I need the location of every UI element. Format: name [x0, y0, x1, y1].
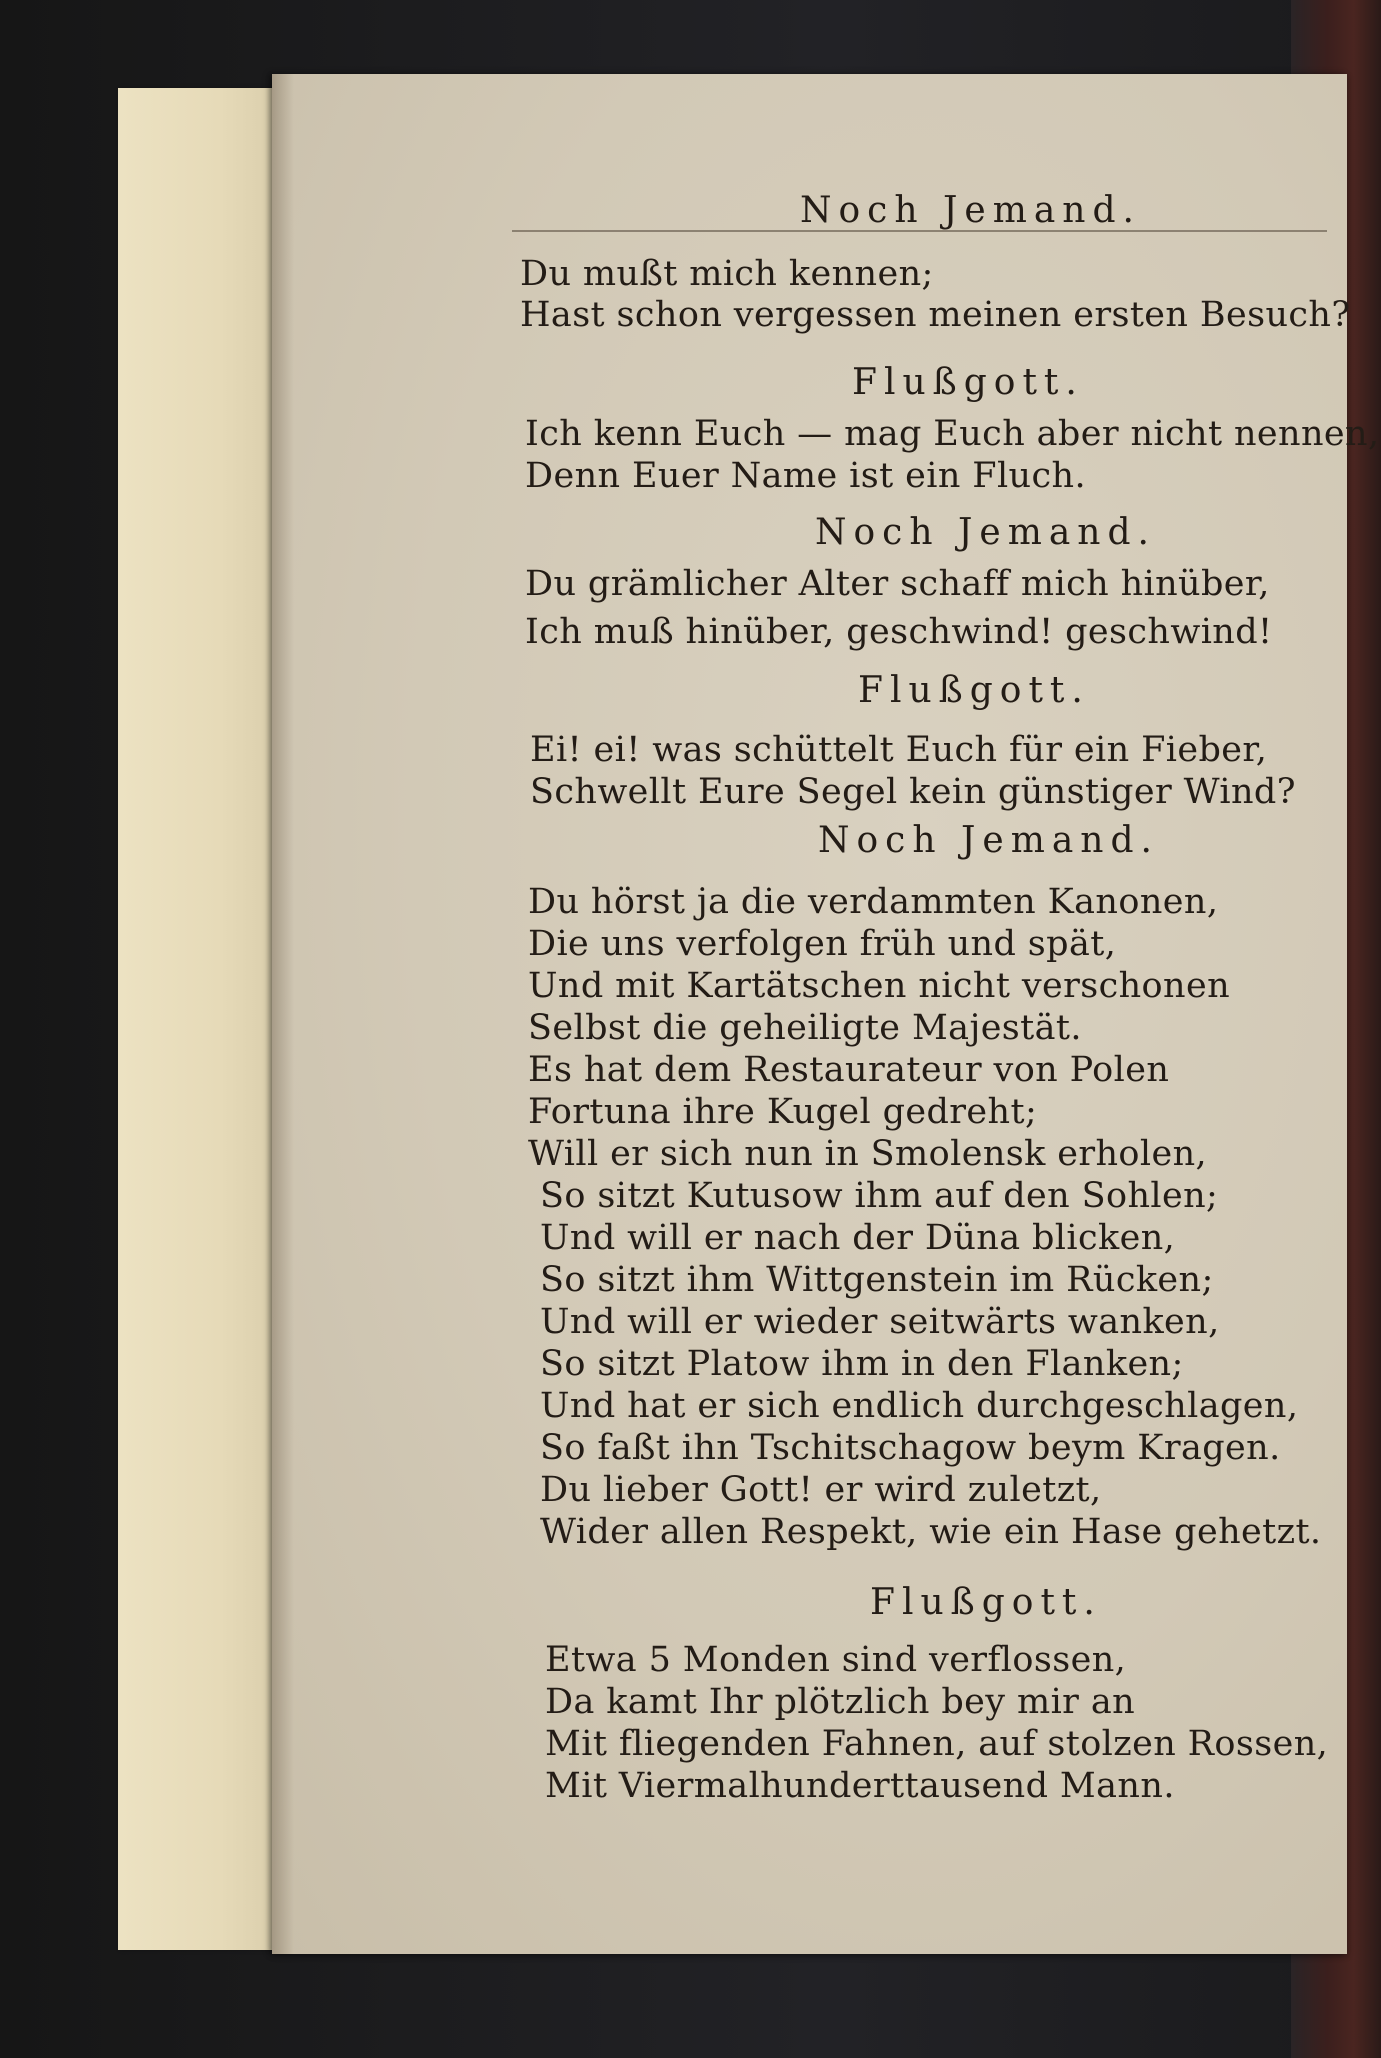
speaker-heading: Flußgott. — [852, 362, 1084, 403]
verse-line: Mit fliegenden Fahnen, auf stolzen Rossen, — [545, 1724, 1329, 1764]
verse-line: Fortuna ihre Kugel gedreht; — [528, 1092, 1038, 1132]
verse-line: Wider allen Respekt, wie ein Hase gehetzt. — [540, 1512, 1322, 1552]
verse-line: Schwellt Eure Segel kein günstiger Wind? — [530, 772, 1296, 812]
verse-line: Und mit Kartätschen nicht verschonen — [528, 966, 1231, 1006]
underlying-page-edge — [118, 88, 288, 1950]
verse-line: Ich muß hinüber, geschwind! geschwind! — [525, 612, 1273, 652]
speaker-heading: Noch Jemand. — [800, 190, 1141, 231]
verse-line: Du hörst ja die verdammten Kanonen, — [528, 882, 1219, 922]
verse-line: Ei! ei! was schüttelt Euch für ein Fieber, — [530, 730, 1268, 770]
speaker-heading: Noch Jemand. — [818, 820, 1159, 861]
verse-line: Selbst die geheiligte Majestät. — [528, 1008, 1082, 1048]
page-gutter-shadow — [272, 74, 294, 1954]
verse-line: Hast schon vergessen meinen ersten Besuch? — [520, 295, 1351, 335]
verse-line: Etwa 5 Monden sind verflossen, — [545, 1640, 1127, 1680]
verse-line: Und hat er sich endlich durchgeschlagen, — [540, 1386, 1299, 1426]
verse-line: Mit Viermalhunderttausend Mann. — [545, 1766, 1175, 1806]
verse-line: Du mußt mich kennen; — [520, 254, 934, 294]
verse-line: So sitzt ihm Wittgenstein im Rücken; — [540, 1260, 1214, 1300]
verse-line: So sitzt Kutusow ihm auf den Sohlen; — [540, 1176, 1219, 1216]
verse-line: Und will er nach der Düna blicken, — [540, 1218, 1176, 1258]
verse-line: Du lieber Gott! er wird zuletzt, — [540, 1470, 1102, 1510]
verse-line: So faßt ihn Tschitschagow beym Kragen. — [540, 1428, 1281, 1468]
verse-line: So sitzt Platow ihm in den Flanken; — [540, 1344, 1184, 1384]
speaker-heading: Flußgott. — [858, 670, 1090, 711]
verse-line: Und will er wieder seitwärts wanken, — [540, 1302, 1220, 1342]
verse-line: Will er sich nun in Smolensk erholen, — [528, 1134, 1208, 1174]
verse-line: Da kamt Ihr plötzlich bey mir an — [545, 1682, 1136, 1722]
verse-line: Die uns verfolgen früh und spät, — [528, 924, 1117, 964]
verse-line: Ich kenn Euch — mag Euch aber nicht nennen, — [525, 414, 1380, 454]
speaker-heading: Flußgott. — [870, 1582, 1102, 1623]
verse-line: Es hat dem Restaurateur von Polen — [528, 1050, 1170, 1090]
verse-line: Du grämlicher Alter schaff mich hinüber, — [525, 564, 1270, 604]
speaker-heading: Noch Jemand. — [815, 512, 1156, 553]
verse-line: Denn Euer Name ist ein Fluch. — [525, 456, 1086, 496]
